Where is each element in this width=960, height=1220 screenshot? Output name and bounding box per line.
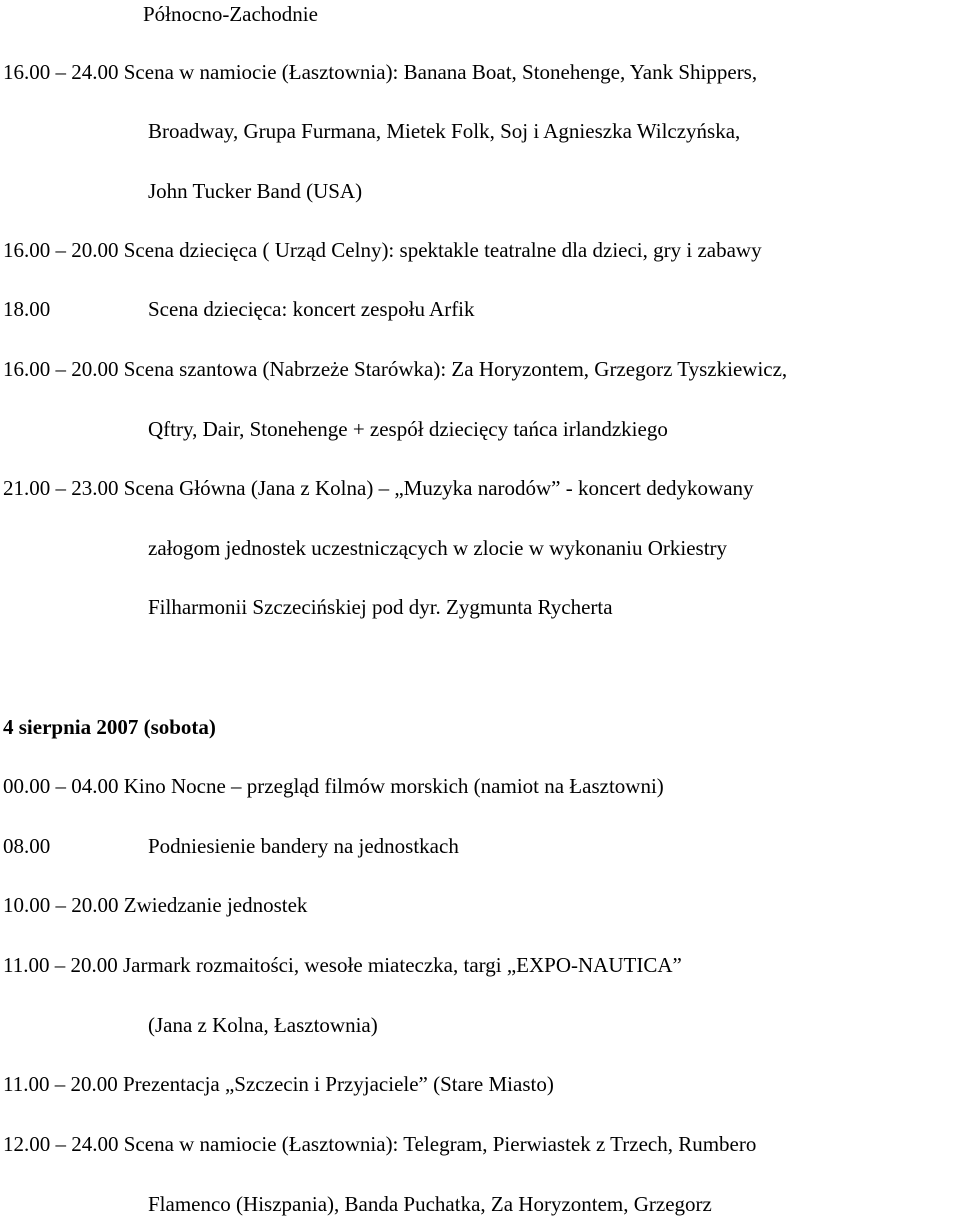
schedule-entry: 16.00 – 24.00 Scena w namiocie (Łasztownia): Banana Boat, Stonehenge, Yank Shippers, <box>3 60 758 84</box>
schedule-time: 08.00 <box>3 834 51 858</box>
schedule-entry: 10.00 – 20.00 Zwiedzanie jednostek <box>3 893 308 917</box>
schedule-entry-continuation: Qftry, Dair, Stonehenge + zespół dziecięcy tańca irlandzkiego <box>148 417 668 441</box>
schedule-entry: 16.00 – 20.00 Scena dziecięca ( Urząd Celny): spektakle teatralne dla dzieci, gry i zabawy <box>3 238 762 262</box>
schedule-description: Scena dziecięca: koncert zespołu Arfik <box>148 297 475 321</box>
day-heading: 4 sierpnia 2007 (sobota) <box>3 715 216 739</box>
schedule-entry-continuation: John Tucker Band (USA) <box>148 179 363 203</box>
schedule-entry: 12.00 – 24.00 Scena w namiocie (Łasztownia): Telegram, Pierwiastek z Trzech, Rumbero <box>3 1132 757 1156</box>
schedule-entry-continuation: (Jana z Kolna, Łasztownia) <box>148 1013 378 1037</box>
schedule-entry: 16.00 – 20.00 Scena szantowa (Nabrzeże Starówka): Za Horyzontem, Grzegorz Tyszkiewicz, <box>3 357 788 381</box>
schedule-entry-continuation: załogom jednostek uczestniczących w zlocie w wykonaniu Orkiestry <box>148 536 728 560</box>
text-line: Północno-Zachodnie <box>143 2 318 26</box>
schedule-description: Podniesienie bandery na jednostkach <box>148 834 459 858</box>
schedule-entry-continuation: Broadway, Grupa Furmana, Mietek Folk, Soj i Agnieszka Wilczyńska, <box>148 119 741 143</box>
schedule-entry-continuation: Flamenco (Hiszpania), Banda Puchatka, Za Horyzontem, Grzegorz <box>148 1192 712 1216</box>
schedule-entry-continuation: Filharmonii Szczecińskiej pod dyr. Zygmunta Rycherta <box>148 595 613 619</box>
schedule-entry: 21.00 – 23.00 Scena Główna (Jana z Kolna) – „Muzyka narodów” - koncert dedykowany <box>3 476 754 500</box>
schedule-time: 18.00 <box>3 297 51 321</box>
schedule-entry: 11.00 – 20.00 Prezentacja „Szczecin i Przyjaciele” (Stare Miasto) <box>3 1072 554 1096</box>
schedule-entry: 11.00 – 20.00 Jarmark rozmaitości, wesołe miateczka, targi „EXPO-NAUTICA” <box>3 953 682 977</box>
schedule-entry: 00.00 – 04.00 Kino Nocne – przegląd filmów morskich (namiot na Łasztowni) <box>3 774 664 798</box>
